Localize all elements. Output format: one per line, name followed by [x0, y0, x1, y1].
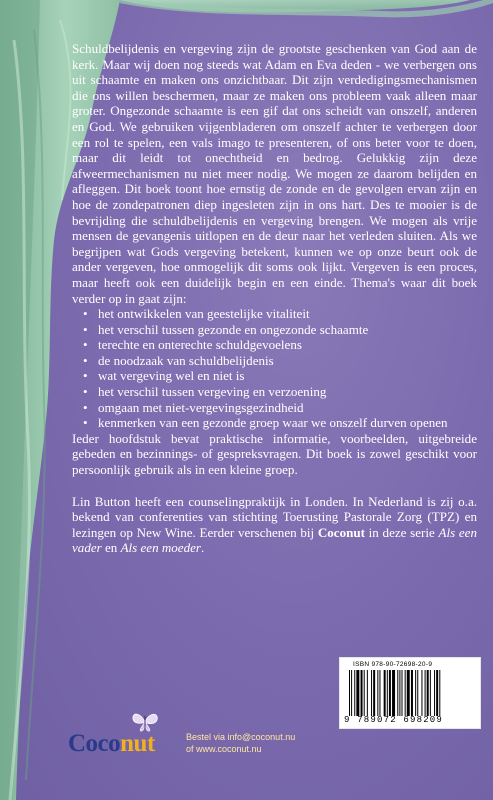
- list-item: • het verschil tussen vergeving en verzoening: [72, 384, 477, 400]
- author-text-2: in deze serie: [364, 524, 439, 540]
- list-item: • het ontwikkelen van geestelijke vitaliteit: [72, 306, 477, 322]
- list-item: • terechte en onterechte schuldgevoelens: [72, 337, 477, 353]
- author-text: Lin Button heeft een counselingpraktijk in Londen. In Nederland is zij o.a. bekend van conferenties van stichting Toerusting Pastorale Zorg (TPZ) en lezingen op New Wine. Eerder verschenen bij: [72, 493, 477, 540]
- themes-list: [72, 306, 477, 431]
- publisher-name: Coconut: [317, 524, 365, 540]
- back-cover-blurb: [72, 41, 477, 556]
- author-and: en: [101, 540, 121, 556]
- intro-paragraph: Schuldbelijdenis en vergeving zijn de grootste geschenken van God aan de kerk. Maar wij doen nog steeds wat Adam en Eva deden - we verbergen ons uit schaamte en maken ons onzichtbaar. Dit zijn verdedigingsmechanismen die ons willen beschermen, maar ze maken ons probleem vaak alleen maar groter. Ongezonde schaamte is een gif dat ons scheidt van onszelf, anderen en God. We gebruiken vijgenbladeren om onszelf achter te verbergen door een rol te spelen, een vals imago te presenteren, of ons beter voor te doen, maar dit leidt tot onechtheid en bedrog. Gelukkig zijn deze afweermechanismen nu niet meer nodig. We mogen ze daarom belijden en afleggen. Dit boek toont hoe ernstig de zonde en de gevolgen ervan zijn en hoe de zondepatronen diep ingesleten zijn in ons hart. Des te mooier is de bevrijding die schuldbelijdenis en vergeving brengen. We mogen als vrije mensen de gevangenis uitlopen en de deur naar het verleden sluiten. Als we begrijpen wat Gods vergeving betekent, kunnen we op onze beurt ook de ander vergeven, hoe onmogelijk dit soms ook lijkt. Vergeven is een proces, maar heeft ook een duidelijk begin en een einde. Thema's waar dit boek verder op in gaat zijn:: [72, 41, 477, 306]
- book-title-2: Als een moeder: [120, 540, 201, 556]
- closing-paragraph: Ieder hoofdstuk bevat praktische informatie, voorbeelden, uitgebreide gebeden en bezinnings- of gespreksvragen. Dit boek is zowel geschikt voor persoonlijk gebruik als in een kleine groep.: [72, 430, 477, 478]
- order-website: of www.coconut.nu: [186, 744, 262, 754]
- logo-wordmark: [68, 730, 155, 758]
- book-title-1: Als een vader: [72, 524, 477, 556]
- barcode-bars: [349, 670, 471, 716]
- barcode-box: [339, 657, 481, 729]
- order-info: [186, 731, 295, 755]
- coconut-logo: [68, 710, 178, 760]
- order-email: Bestel via info@coconut.nu: [186, 732, 296, 742]
- list-item: • wat vergeving wel en niet is: [72, 368, 477, 384]
- logo-part-2: nut: [120, 730, 155, 757]
- barcode-digits: 9 789072 698209: [344, 715, 444, 725]
- isbn-text: ISBN 978-90-72698-20-9: [353, 661, 433, 668]
- author-end: .: [201, 540, 205, 556]
- list-item: • het verschil tussen gezonde en ongezonde schaamte: [72, 322, 477, 338]
- logo-part-1: Coco: [68, 730, 121, 757]
- list-item: • de noodzaak van schuldbelijdenis: [72, 353, 477, 369]
- author-paragraph: [72, 494, 477, 556]
- list-item: • kenmerken van een gezonde groep waar we onszelf durven openen: [72, 415, 477, 431]
- list-item: • omgaan met niet-vergevingsgezindheid: [72, 400, 477, 416]
